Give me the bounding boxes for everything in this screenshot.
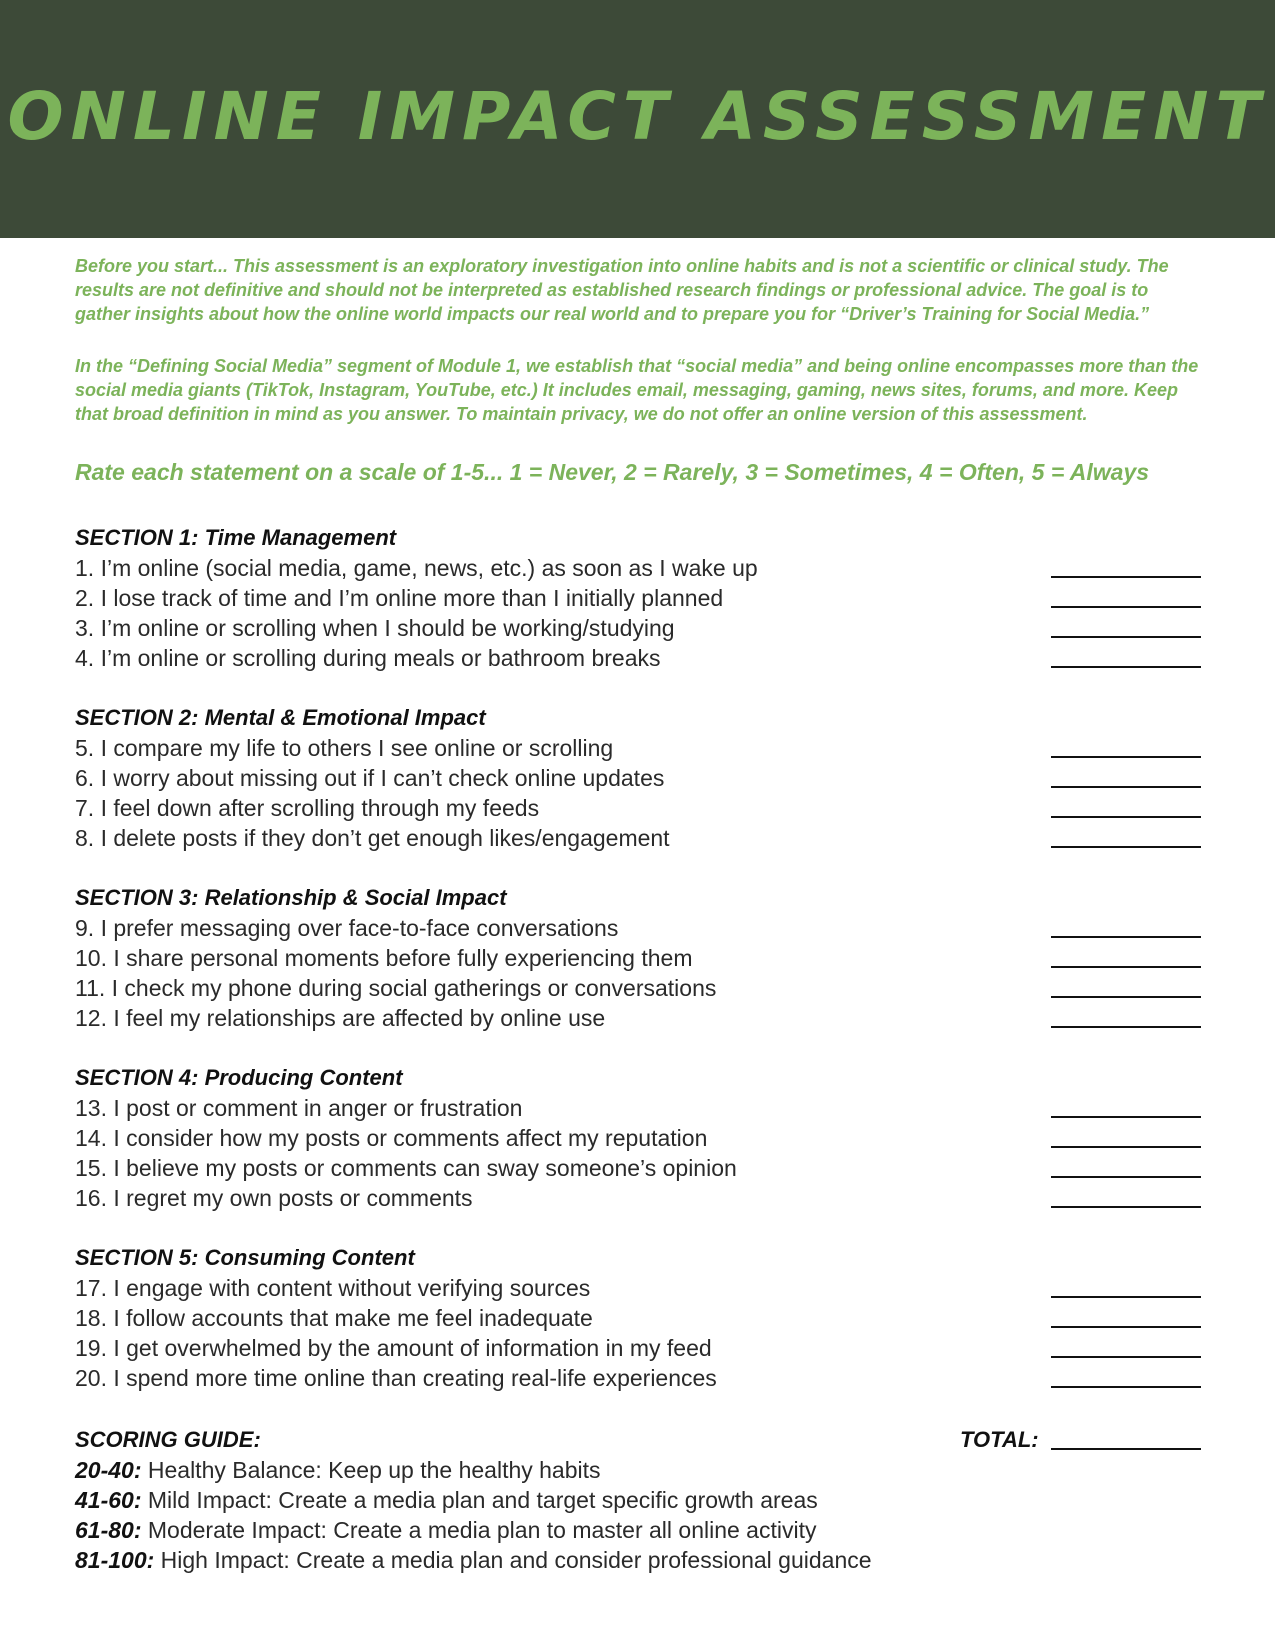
question-item [75, 643, 1205, 673]
answer-blank[interactable] [1051, 846, 1201, 848]
page-title: ONLINE IMPACT ASSESSMENT [7, 78, 1268, 155]
question-item [75, 1153, 1205, 1183]
score-range: 20-40: [75, 1457, 142, 1483]
question-item [75, 1363, 1205, 1393]
question-text: 12. I feel my relationships are affected by online use [75, 1005, 606, 1031]
question-item [75, 733, 1205, 763]
scoring-row [75, 1545, 975, 1575]
answer-blank[interactable] [1051, 1116, 1201, 1118]
question-text: 2. I lose track of time and I’m online more than I initially planned [75, 585, 724, 611]
question-item [75, 613, 1205, 643]
answer-blank[interactable] [1051, 1386, 1201, 1388]
answer-blank[interactable] [1051, 1356, 1201, 1358]
answer-blank[interactable] [1051, 1176, 1201, 1178]
scoring-title: SCORING GUIDE: [75, 1427, 261, 1452]
question-text: 18. I follow accounts that make me feel inadequate [75, 1305, 593, 1331]
score-description: High Impact: Create a media plan and consider professional guidance [154, 1547, 872, 1573]
question-item [75, 793, 1205, 823]
question-text: 6. I worry about missing out if I can’t check online updates [75, 765, 665, 791]
section-consuming-content [75, 1243, 1205, 1393]
intro-definition: In the “Defining Social Media” segment of Module 1, we establish that “social media” and being online encompasses more than the social media giants (TikTok, Instagram, YouTube, etc.) It includes email, messaging, gaming, news sites, forums, and more. Keep that broad definition in mind as you answer. To maintain privacy, we do not offer an online version of this assessment. [75, 356, 1199, 424]
scoring-guide [75, 1425, 975, 1575]
question-text: 13. I post or comment in anger or frustration [75, 1095, 523, 1121]
score-range: 41-60: [75, 1487, 142, 1513]
rating-instruction: Rate each statement on a scale of 1-5... 1 = Never, 2 = Rarely, 3 = Sometimes, 4 = Often, 5 = Always [75, 459, 1150, 485]
scoring-row [75, 1455, 975, 1485]
question-item [75, 1303, 1205, 1333]
question-item [75, 583, 1205, 613]
section-relationship-social [75, 883, 1205, 1033]
question-text: 3. I’m online or scrolling when I should be working/studying [75, 615, 675, 641]
score-range: 61-80: [75, 1517, 142, 1543]
answer-blank[interactable] [1051, 816, 1201, 818]
answer-blank[interactable] [1051, 636, 1201, 638]
question-text: 11. I check my phone during social gatherings or conversations [75, 975, 717, 1001]
section-title: SECTION 5: Consuming Content [75, 1245, 415, 1270]
scoring-row [75, 1515, 975, 1545]
question-item [75, 1183, 1205, 1213]
question-text: 4. I’m online or scrolling during meals or bathroom breaks [75, 645, 661, 671]
question-text: 8. I delete posts if they don’t get enough likes/engagement [75, 825, 670, 851]
question-text: 10. I share personal moments before fully experiencing them [75, 945, 693, 971]
answer-blank[interactable] [1051, 786, 1201, 788]
section-producing-content [75, 1063, 1205, 1213]
section-time-management [75, 523, 1205, 673]
answer-blank[interactable] [1051, 606, 1201, 608]
score-description: Healthy Balance: Keep up the healthy habits [141, 1457, 601, 1483]
answer-blank[interactable] [1051, 966, 1201, 968]
answer-blank[interactable] [1051, 1326, 1201, 1328]
intro-disclaimer: Before you start... This assessment is an exploratory investigation into online habits and is not a scientific or clinical study. The results are not definitive and should not be interpreted as established research findings or professional advice. The goal is to gather insights about how the online world impacts our real world and to prepare you for “Driver’s Training for Social Media.” [75, 256, 1169, 324]
score-description: Moderate Impact: Create a media plan to master all online activity [141, 1517, 817, 1543]
answer-blank[interactable] [1051, 1206, 1201, 1208]
answer-blank[interactable] [1051, 936, 1201, 938]
question-text: 5. I compare my life to others I see online or scrolling [75, 735, 614, 761]
question-text: 19. I get overwhelmed by the amount of information in my feed [75, 1335, 712, 1361]
header-banner [0, 0, 1275, 238]
question-text: 7. I feel down after scrolling through my feeds [75, 795, 540, 821]
question-item [75, 1333, 1205, 1363]
question-text: 16. I regret my own posts or comments [75, 1185, 473, 1211]
question-item [75, 763, 1205, 793]
answer-blank[interactable] [1051, 1026, 1201, 1028]
question-item [75, 1123, 1205, 1153]
question-item [75, 553, 1205, 583]
section-mental-emotional [75, 703, 1205, 853]
answer-blank[interactable] [1051, 666, 1201, 668]
section-title: SECTION 2: Mental & Emotional Impact [75, 705, 486, 730]
question-item [75, 973, 1205, 1003]
section-title: SECTION 3: Relationship & Social Impact [75, 885, 507, 910]
question-item [75, 1003, 1205, 1033]
scoring-row [75, 1485, 975, 1515]
score-description: Mild Impact: Create a media plan and target specific growth areas [141, 1487, 818, 1513]
question-text: 1. I’m online (social media, game, news, etc.) as soon as I wake up [75, 555, 758, 581]
question-text: 20. I spend more time online than creating real-life experiences [75, 1365, 717, 1391]
total-label: TOTAL: [960, 1427, 1039, 1452]
section-title: SECTION 4: Producing Content [75, 1065, 403, 1090]
score-range: 81-100: [75, 1547, 155, 1573]
question-text: 14. I consider how my posts or comments affect my reputation [75, 1125, 708, 1151]
question-item [75, 943, 1205, 973]
answer-blank[interactable] [1051, 1146, 1201, 1148]
answer-blank[interactable] [1051, 576, 1201, 578]
question-text: 15. I believe my posts or comments can sway someone’s opinion [75, 1155, 737, 1181]
section-title: SECTION 1: Time Management [75, 525, 397, 550]
question-text: 17. I engage with content without verifying sources [75, 1275, 591, 1301]
answer-blank[interactable] [1051, 996, 1201, 998]
answer-blank[interactable] [1051, 1296, 1201, 1298]
question-item [75, 1093, 1205, 1123]
answer-blank[interactable] [1051, 756, 1201, 758]
question-item [75, 913, 1205, 943]
question-item [75, 1273, 1205, 1303]
question-item [75, 823, 1205, 853]
question-text: 9. I prefer messaging over face-to-face conversations [75, 915, 619, 941]
total-blank[interactable] [1051, 1448, 1201, 1450]
